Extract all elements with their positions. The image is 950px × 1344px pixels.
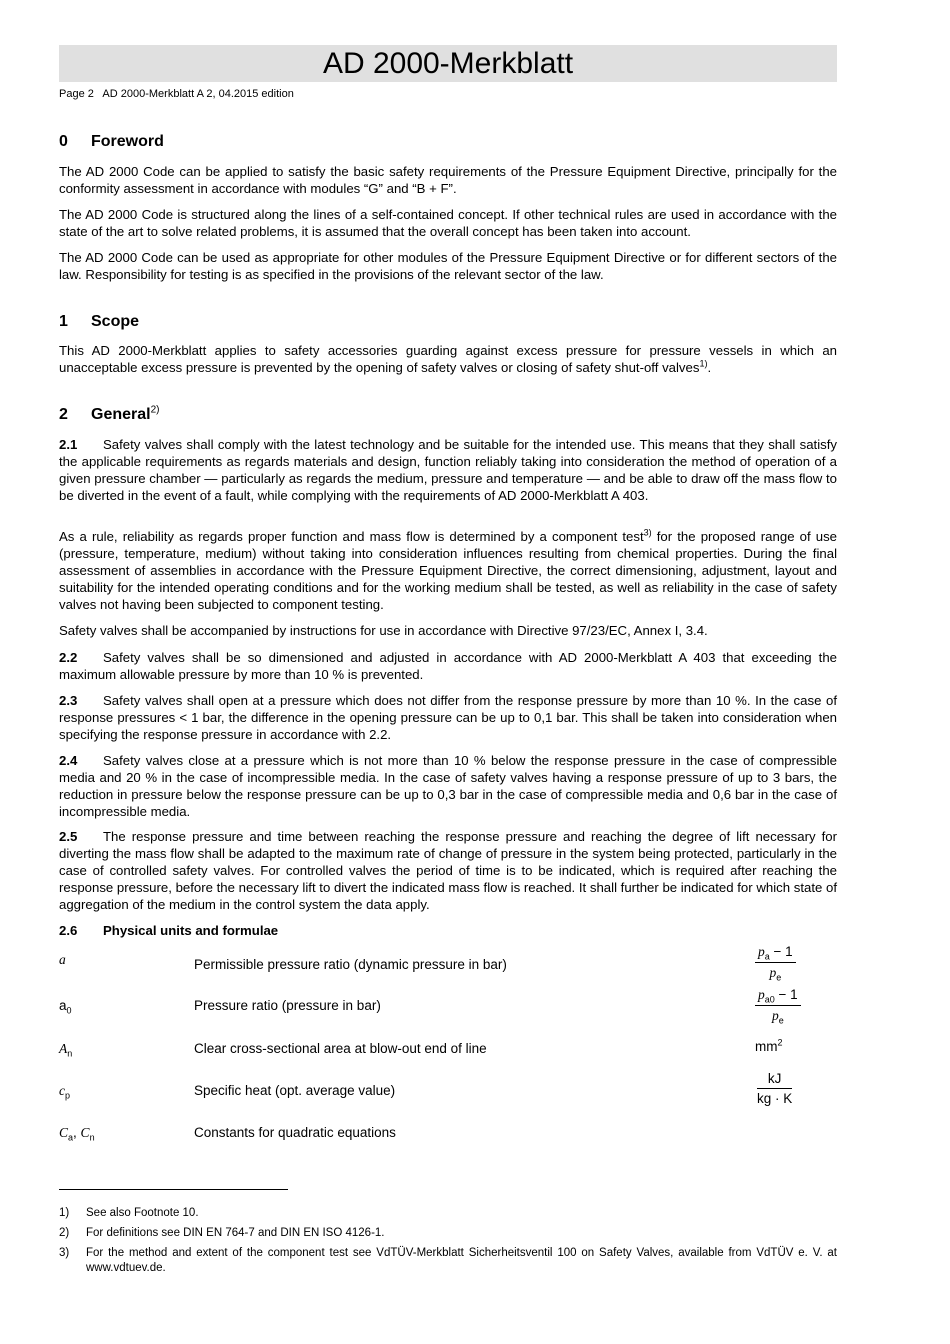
unit-value: $mm^2$ xyxy=(755,1037,783,1054)
symbol-ca-cn: $C_a$, $C_n$ xyxy=(59,1125,95,1143)
footnote-text: See also Footnote 10. xyxy=(86,1207,199,1219)
symbol-description: Permissible pressure ratio (dynamic pressure in bar) xyxy=(194,957,507,972)
clause-number: 2.3 xyxy=(59,693,78,708)
footnote-number: 2) xyxy=(59,1227,70,1239)
clause-number: 2.6 xyxy=(59,923,78,938)
unit-formula: $\frac{p_a - 1}{p_e}$ xyxy=(755,944,796,981)
clause-text: Safety valves close at a pressure which is not more than 10 % below the response pressure in the case of compressible media and 20 % in the case of incompressible media. In the case of safety valves having a response pressure of up to 3 bars, the reduction in pressure below the response pressure can be up to 0,3 bar in the case of compressible media and 0,6 bar in the case of incompressible media. xyxy=(59,753,837,819)
clause-number: 2.4 xyxy=(59,753,78,768)
clause-2-1 xyxy=(59,436,837,504)
clause-2-1-paragraph-2 xyxy=(59,528,837,613)
footnote-ref-3[interactable]: 3) xyxy=(643,527,652,538)
scope-text-end: . xyxy=(707,360,712,375)
symbol-description: Clear cross-sectional area at blow-out end of line xyxy=(194,1041,487,1056)
footnote-3 xyxy=(59,1246,837,1276)
scope-paragraph xyxy=(59,342,837,376)
scope-text: This AD 2000-Merkblatt applies to safety accessories guarding against excess pressure for pressure vessels in which an unacceptable excess pressure is prevented by the opening of safety valves or closing of safety shut-off valves xyxy=(59,343,837,375)
clause-text: Safety valves shall be so dimensioned and adjusted in accordance with AD 2000-Merkblatt A 403 that exceeding the maximum allowable pressure by more than 10 % is prevented. xyxy=(59,650,837,682)
heading-general xyxy=(59,406,160,424)
symbol-description: Constants for quadratic equations xyxy=(194,1125,396,1140)
heading-number: 2 xyxy=(59,406,68,423)
footnote-ref-2[interactable]: 2) xyxy=(150,404,160,416)
clause-number: 2.1 xyxy=(59,437,78,452)
clause-2-6-heading xyxy=(59,922,837,939)
heading-text: Foreword xyxy=(91,133,164,150)
footnote-2 xyxy=(59,1226,837,1241)
clause-2-4 xyxy=(59,752,837,820)
heading-scope xyxy=(59,313,139,331)
footnote-ref-1[interactable]: 1) xyxy=(699,358,708,369)
clause-text: Safety valves shall comply with the latest technology and be suitable for the intended use. This means that they shall satisfy the applicable requirements as regards materials and design, function reliably taking into consideration the method of operation of a given pressure chamber — particularly as regards the medium, pressure and temperature — and be able to draw off the mass flow to be diverted in the event of a fault, while complying with the requirements of AD 2000-Merkblatt A 403. xyxy=(59,437,837,503)
clause-2-2 xyxy=(59,649,837,683)
symbol-a0: $a_0$ xyxy=(59,998,72,1016)
symbol-description: Pressure ratio (pressure in bar) xyxy=(194,998,381,1013)
clause-text: Safety valves shall open at a pressure which does not differ from the response pressure by more than 10 %. In the case of response pressures < 1 bar, the difference in the opening pressure can be up to 0,1 bar. This shall be taken into consideration when specifying the response pressure in accordance with 2.2. xyxy=(59,693,837,742)
clause-2-3 xyxy=(59,692,837,743)
footnote-separator xyxy=(59,1189,288,1190)
clause-number: 2.5 xyxy=(59,829,78,844)
footnote-text: For definitions see DIN EN 764-7 and DIN EN ISO 4126-1. xyxy=(86,1227,385,1239)
unit-formula: $\frac{kJ}{kg \cdot K}$ xyxy=(757,1071,793,1106)
heading-text: General xyxy=(91,406,151,423)
footnote-text: For the method and extent of the component test see VdTÜV-Merkblatt Sicherheitsventil 100 on Safety Valves, available from VdTÜV e. V. at www.vdtuev.de. xyxy=(86,1247,837,1274)
clause-text: The response pressure and time between reaching the response pressure and reaching the degree of lift necessary for diverting the mass flow shall be adapted to the maximum rate of change of pressure in the system being protected, particularly in the case of controlled safety valves. For controlled valves the period of time is to be indicated, which is required after reaching the response pressure, before the necessary lift to divert the indicated mass flow is reached. It shall further be indicated for which state of aggregation of the medium in the control system the data apply. xyxy=(59,829,837,912)
symbol-description: Specific heat (opt. average value) xyxy=(194,1083,396,1098)
foreword-paragraph-2: The AD 2000 Code is structured along the lines of a self-contained concept. If other technical rules are used in accordance with the state of the art to solve related problems, it is assumed that the overall concept has been taken into account. xyxy=(59,207,837,239)
heading-text: Scope xyxy=(91,313,140,330)
clause-2-1-paragraph-3: Safety valves shall be accompanied by instructions for use in accordance with Directive 97/23/EC, Annex I, 3.4. xyxy=(59,623,708,638)
clause-number: 2.2 xyxy=(59,650,78,665)
heading-foreword xyxy=(59,133,164,151)
symbol-an: $A_n$ xyxy=(59,1041,73,1059)
symbol-cp: $c_p$ xyxy=(59,1083,71,1101)
clause-2-5 xyxy=(59,828,837,913)
symbol-a: a xyxy=(59,952,66,967)
footnote-1 xyxy=(59,1206,837,1221)
footnote-number: 3) xyxy=(59,1247,70,1259)
clause-text: As a rule, reliability as regards proper function and mass flow is determined by a component test xyxy=(59,529,644,544)
unit-formula: $\frac{p_{a0} - 1}{p_e}$ xyxy=(755,987,801,1024)
document-title: AD 2000-Merkblatt xyxy=(59,45,837,82)
clause-text-cont: for the proposed range of use (pressure, temperature, medium) without taking into consideration influences resulting from chemical properties. During the final assessment of assemblies in accordance with the Pressure Equipment Directive, the correct dimensioning, adjustment, layout and suitability for the intended operating conditions and for the working medium shall be tested, as well as reliability in the case of safety valves not having been subjected to component testing. xyxy=(59,529,838,612)
foreword-paragraph-1: The AD 2000 Code can be applied to satisfy the basic safety requirements of the Pressure Equipment Directive, principally for the conformity assessment in accordance with modules “G” and “B + F”. xyxy=(59,164,837,196)
footnote-number: 1) xyxy=(59,1207,70,1219)
foreword-paragraph-3: The AD 2000 Code can be used as appropriate for other modules of the Pressure Equipment Directive or for different sectors of the law. Responsibility for testing is as specified in the provisions of the relevant sector of the law. xyxy=(59,250,837,282)
page-reference: Page 2 AD 2000-Merkblatt A 2, 04.2015 edition xyxy=(59,88,294,100)
clause-title: Physical units and formulae xyxy=(103,923,279,938)
heading-number: 1 xyxy=(59,313,68,330)
heading-number: 0 xyxy=(59,133,68,150)
